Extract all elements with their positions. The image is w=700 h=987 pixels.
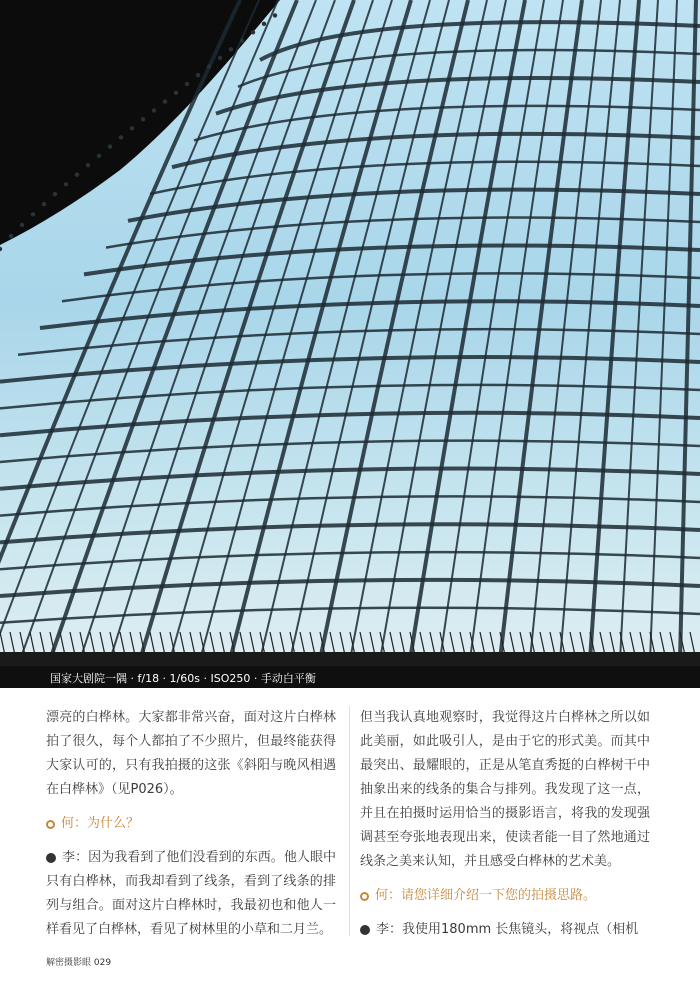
- paragraph: 漂亮的白桦林。大家都非常兴奋，面对这片白桦林拍了很久，每个人都拍了不少照片，但最终能获得大家认可的，只有我拍摄的这张《斜阳与晚风相遇在白桦林》（见P026）。: [46, 710, 336, 797]
- answer: [360, 918, 650, 942]
- article-column-left: [46, 706, 336, 942]
- answer-bullet-icon: [46, 853, 56, 863]
- question-text: 何：请您详细介绍一下您的拍摄思路。: [375, 888, 597, 903]
- question: [46, 812, 336, 836]
- photo-caption: 国家大剧院一隅 · f/18 · 1/60s · ISO250 · 手动白平衡: [50, 672, 316, 685]
- question-marker-icon: [46, 820, 55, 829]
- question: [360, 884, 650, 908]
- column-divider: [349, 706, 350, 936]
- article-column-right: [360, 706, 650, 942]
- answer-bullet-icon: [360, 925, 370, 935]
- question-marker-icon: [360, 892, 369, 901]
- paragraph: 但当我认真地观察时，我觉得这片白桦林之所以如此美丽，如此吸引人，是由于它的形式美。而其中最突出、最耀眼的，正是从笔直秀挺的白桦树干中抽象出来的线条的集合与排列。我发现了这一点，并且在拍摄时运用恰当的摄影语言，将我的发现强调甚至夸张地表现出来，使读者能一目了然地通过线条之美来认知，并且感受白桦林的艺术美。: [360, 710, 650, 869]
- question-text: 何：为什么？: [61, 816, 140, 831]
- page-footer: 解密摄影眼 029: [46, 958, 112, 968]
- answer-text: 李：我使用180mm 长焦镜头，将视点（相机: [376, 922, 639, 937]
- answer-text: 李：因为我看到了他们没看到的东西。他人眼中只有白桦林，而我却看到了线条，看到了线条的排列与组合。面对这片白桦林时，我最初也和他人一样看见了白桦林，看见了树林里的小草和二月兰。: [46, 850, 336, 937]
- answer: [46, 846, 336, 942]
